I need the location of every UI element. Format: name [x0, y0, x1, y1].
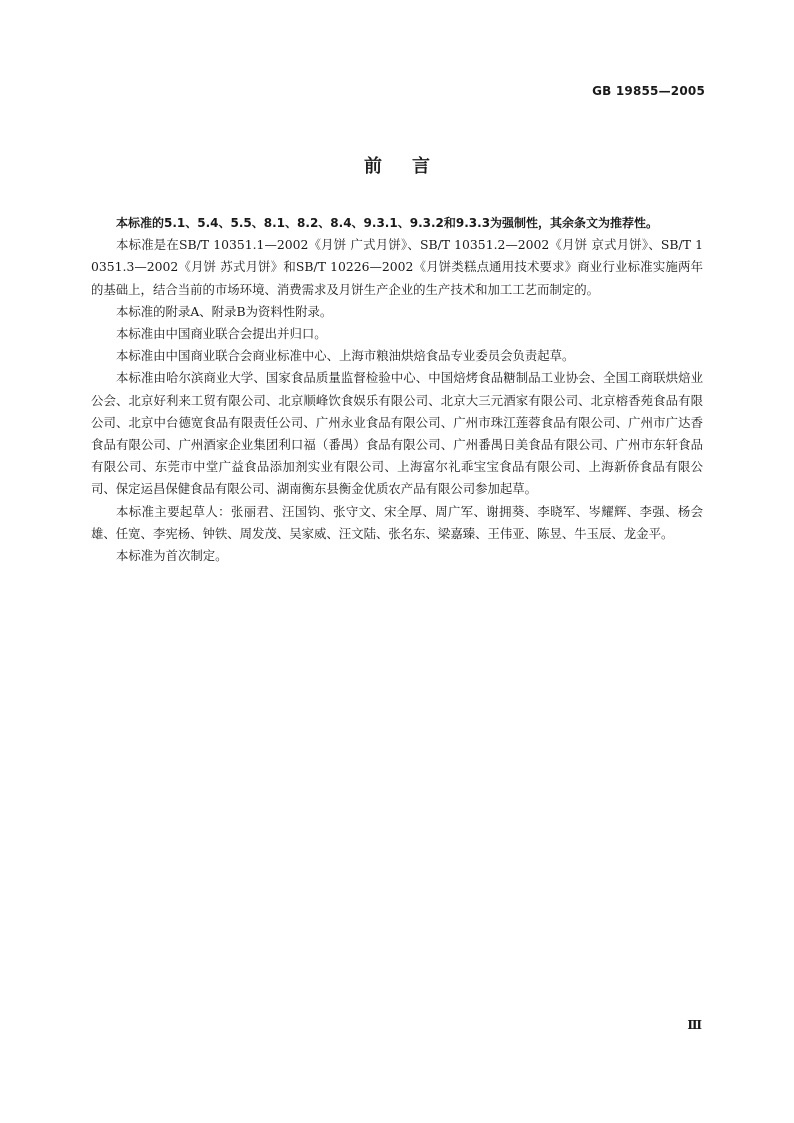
paragraph-participating-drafters: 本标准由哈尔滨商业大学、国家食品质量监督检验中心、中国焙烤食品糖制品工业协会、全国工商联烘焙业公会、北京好利来工贸有限公司、北京顺峰饮食娱乐有限公司、北京大三元酒家有限公司、北京榕香苑食品有限公司、北京中台德宽食品有限责任公司、广州永业食品有限公司、广州市珠江莲蓉食品有限公司、广州市广达香食品有限公司、广州酒家企业集团利口福（番禺）食品有限公司、广州番禺日美食品有限公司、广州市东轩食品有限公司、东莞市中堂广益食品添加剂实业有限公司、上海富尔礼乖宝宝食品有限公司、上海新侨食品有限公司、保定运昌保健食品有限公司、湖南衡东县衡金优质农产品有限公司参加起草。 [91, 370, 703, 497]
paragraph-mandatory-clauses: 本标准的5.1、5.4、5.5、8.1、8.2、8.4、9.3.1、9.3.2和9.3.3为强制性，其余条文为推荐性。 [116, 216, 659, 230]
paragraph-proposer: 本标准由中国商业联合会提出并归口。 [116, 326, 327, 342]
paragraph-basis: 本标准是在SB/T 10351.1—2002《月饼 广式月饼》、SB/T 10351.2—2002《月饼 京式月饼》、SB/T 10351.3—2002《月饼 苏式月饼》和SB/T 10226—2002《月饼类糕点通用技术要求》商业行业标准实施两年的基础上，结合当前的市场环境、消费需求及月饼生产企业的生产技术和加工工艺而制定的。 [91, 237, 703, 297]
paragraph-lead-drafters: 本标准由中国商业联合会商业标准中心、上海市粮油烘焙食品专业委员会负责起草。 [116, 348, 575, 364]
paragraph-main-drafters: 本标准主要起草人：张丽君、汪国钧、张守文、宋全厚、周广军、谢拥葵、李晓军、岑耀辉、李强、杨会雄、任宽、李宪杨、钟铁、周发茂、吴家威、汪文陆、张名东、梁嘉臻、王伟亚、陈昱、牛玉辰、龙金平。 [91, 503, 703, 541]
foreword-body [91, 212, 703, 567]
paragraph-first-edition: 本标准为首次制定。 [116, 548, 228, 564]
page-number: Ⅲ [687, 1018, 702, 1032]
page-title: 前言 [364, 156, 460, 177]
standard-number: GB 19855—2005 [592, 84, 705, 98]
paragraph-annexes: 本标准的附录A、附录B为资料性附录。 [116, 303, 333, 319]
